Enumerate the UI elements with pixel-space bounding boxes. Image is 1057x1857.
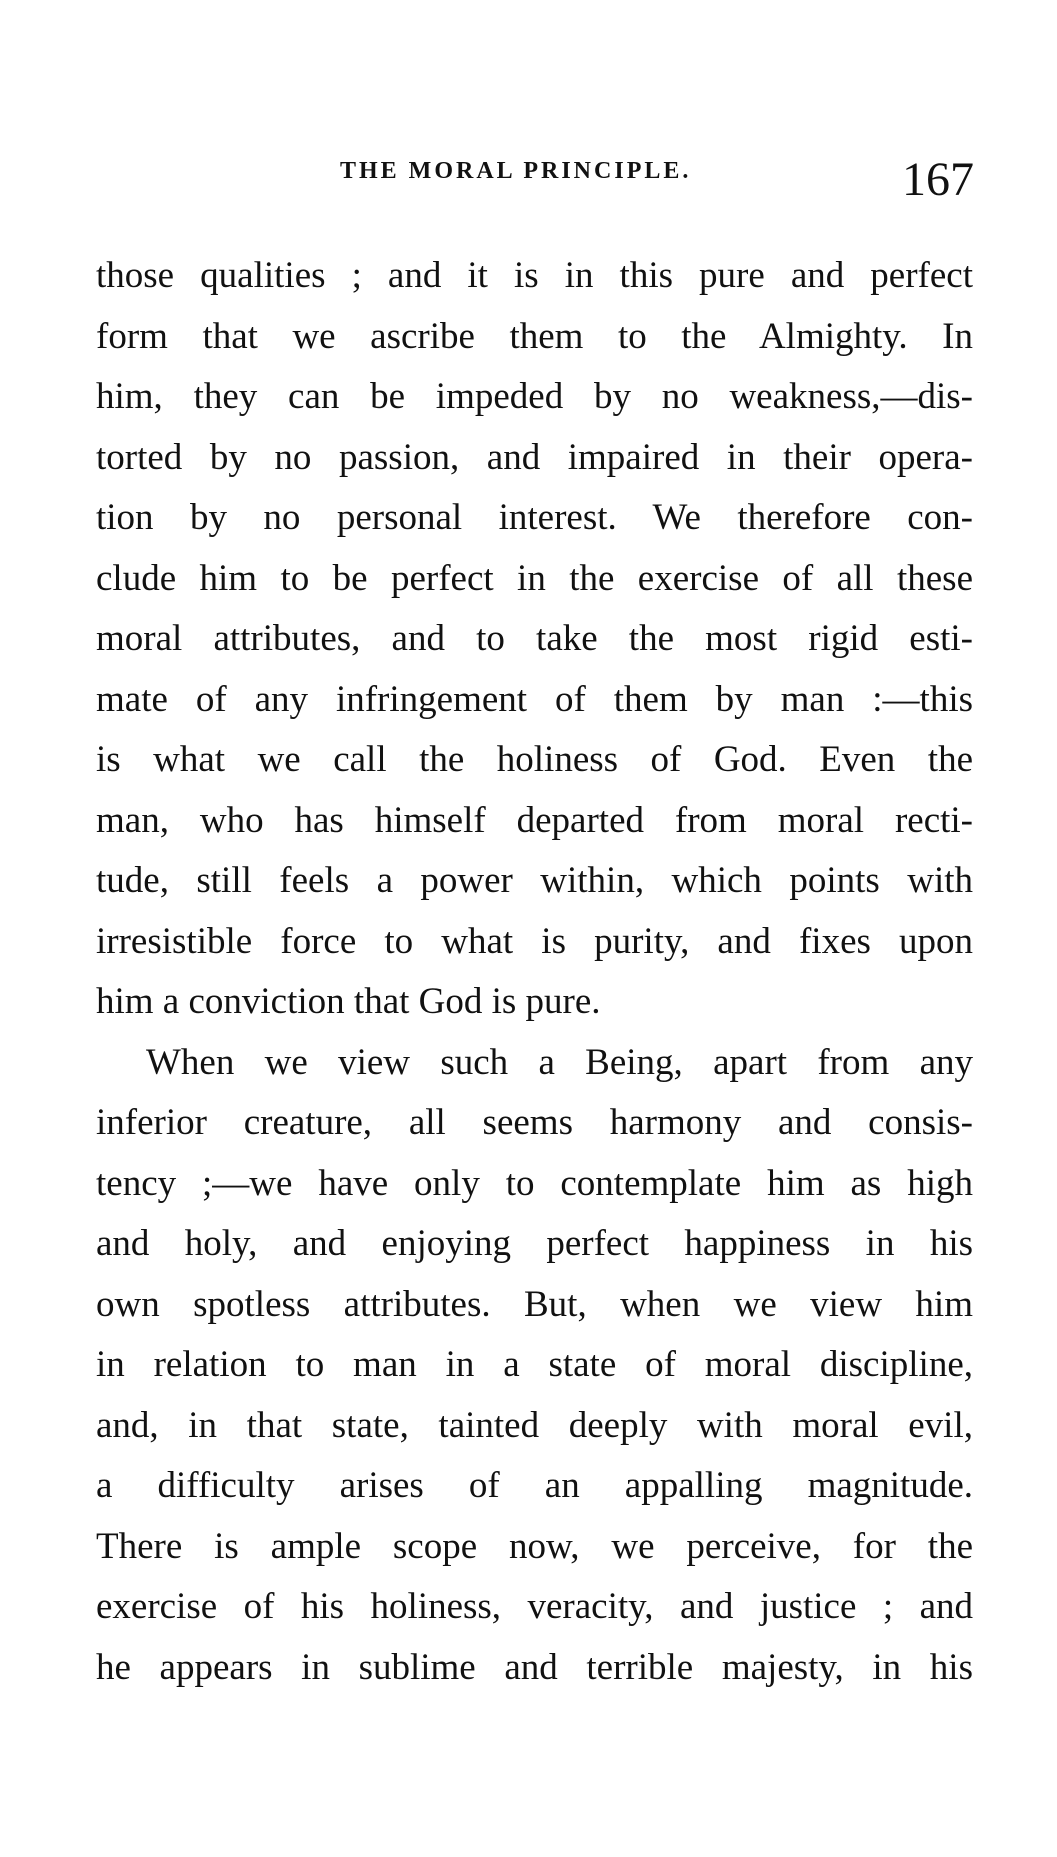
text-line: man, who has himself departed from moral recti- xyxy=(96,799,973,841)
text-line: inferior creature, all seems harmony and consis- xyxy=(96,1102,973,1143)
text-line: tency ;—we have only to contemplate him as high xyxy=(96,1162,973,1204)
text-line: he appears in sublime and terrible majesty, in his xyxy=(96,1646,973,1688)
text-line: clude him to be perfect in the exercise of all these xyxy=(96,557,973,599)
text-line: There is ample scope now, we perceive, for the xyxy=(96,1525,973,1567)
text-line: irresistible force to what is purity, and fixes upon xyxy=(96,920,973,962)
running-title: THE MORAL PRINCIPLE. xyxy=(340,158,692,184)
text-line: is what we call the holiness of God. Even the xyxy=(96,739,973,780)
text-line: tude, still feels a power within, which points with xyxy=(96,860,973,901)
paragraph-2 xyxy=(96,1033,973,1699)
text-line: those qualities ; and it is in this pure and perfect xyxy=(96,255,973,296)
text-line: a difficulty arises of an appalling magnitude. xyxy=(96,1465,973,1506)
page-number: 167 xyxy=(902,153,974,206)
text-line: own spotless attributes. But, when we view him xyxy=(96,1283,973,1325)
text-line: him a conviction that God is pure. xyxy=(96,981,601,1022)
body-text xyxy=(96,246,973,1698)
text-line: and holy, and enjoying perfect happiness in his xyxy=(96,1223,973,1264)
text-line: torted by no passion, and impaired in their opera- xyxy=(96,436,973,478)
text-line: moral attributes, and to take the most rigid esti- xyxy=(96,618,973,659)
text-line: him, they can be impeded by no weakness,—dis- xyxy=(96,376,973,417)
text-line: mate of any infringement of them by man :—this xyxy=(96,678,973,720)
text-line: exercise of his holiness, veracity, and justice ; and xyxy=(96,1586,973,1627)
text-line: in relation to man in a state of moral discipline, xyxy=(96,1344,973,1385)
text-line: tion by no personal interest. We therefore con- xyxy=(96,497,973,538)
paragraph-1 xyxy=(96,246,973,1033)
text-line: and, in that state, tainted deeply with moral evil, xyxy=(96,1404,973,1446)
text-line: When we view such a Being, apart from any xyxy=(146,1041,973,1083)
text-line: form that we ascribe them to the Almighty. In xyxy=(96,315,973,357)
